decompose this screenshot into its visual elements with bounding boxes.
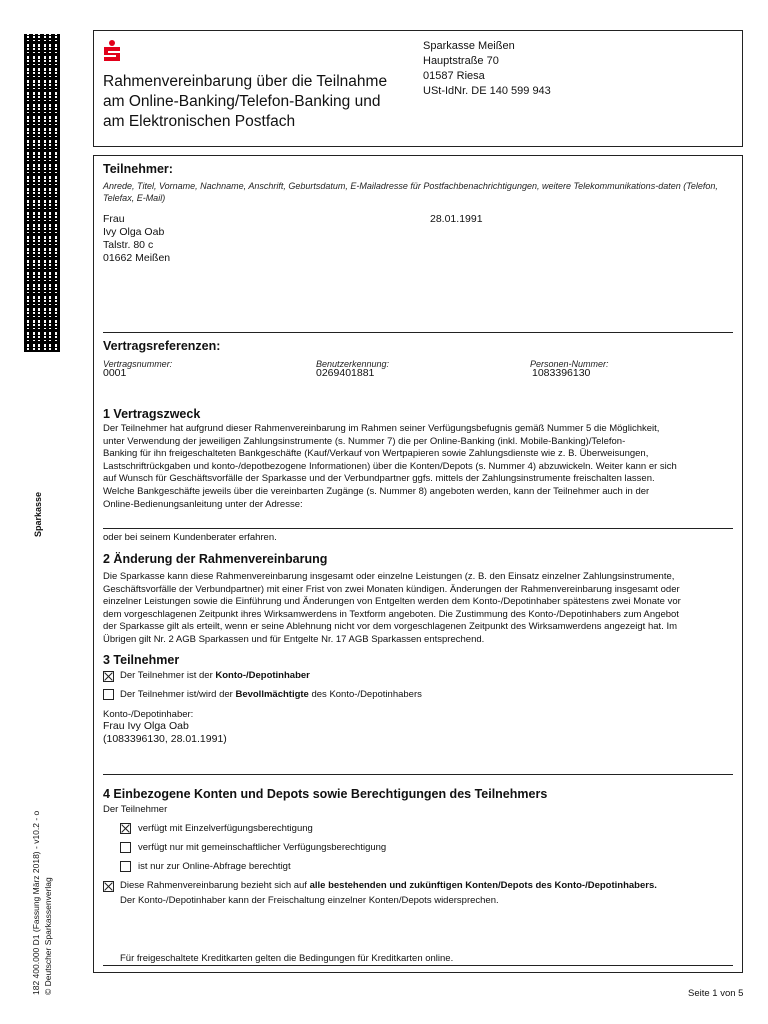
account-holder-checkbox[interactable]	[103, 671, 114, 682]
bank-city: 01587 Riesa	[423, 70, 485, 82]
individual-authority-option: verfügt mit Einzelverfügungsberechtigung	[138, 823, 313, 834]
person-number-value: 1083396130	[532, 367, 591, 379]
all-accounts-option: Diese Rahmenvereinbarung bezieht sich auf alle bestehenden und zukünftigen Konten/Depots des Konto-/Depotinhabers.	[120, 880, 657, 891]
holder-label: Konto-/Depotinhaber:	[103, 709, 194, 720]
participant-fields-hint: Anrede, Titel, Vorname, Nachname, Anschrift, Geburtsdatum, E-Mailadresse für Postfachbenachrichtigungen, weitere Telekommunikations-daten (Telefon, Telefax, E-Mail)	[103, 181, 718, 203]
participant-name: Ivy Olga Oab	[103, 226, 165, 238]
divider	[103, 965, 733, 966]
contract-number-label: Vertragsnummer:	[103, 359, 173, 369]
page-number: Seite 1 von 5	[688, 988, 744, 999]
section1-heading: 1 Vertragszweck	[103, 407, 201, 421]
bank-street: Hauptstraße 70	[423, 55, 499, 67]
person-number-label: Personen-Nummer:	[530, 359, 609, 369]
document-title: Rahmenvereinbarung über die Teilnahme am Online-Banking/Telefon-Banking und am Elektronischen Postfach	[103, 73, 388, 130]
credit-card-note: Für freigeschaltete Kreditkarten gelten die Bedingungen für Kreditkarten online.	[120, 953, 454, 964]
section2-heading: 2 Änderung der Rahmenvereinbarung	[103, 552, 328, 566]
query-only-option: ist nur zur Online-Abfrage berechtigt	[138, 861, 291, 872]
divider	[103, 774, 733, 775]
authorized-representative-option: Der Teilnehmer ist/wird der Bevollmächtigte des Konto-/Depotinhabers	[120, 689, 422, 700]
sparkasse-logo-icon	[103, 40, 121, 62]
participant-heading: Teilnehmer:	[103, 162, 173, 176]
user-id-value: 0269401881	[316, 367, 375, 379]
section3-heading: 3 Teilnehmer	[103, 653, 180, 667]
bank-name: Sparkasse Meißen	[423, 40, 515, 52]
joint-authority-option: verfügt nur mit gemeinschaftlicher Verfügungsberechtigung	[138, 842, 387, 853]
participant-city: 01662 Meißen	[103, 252, 171, 264]
individual-authority-checkbox[interactable]	[120, 823, 131, 834]
all-accounts-checkbox[interactable]	[103, 881, 114, 892]
participant-street: Talstr. 80 c	[103, 239, 154, 251]
query-only-checkbox[interactable]	[120, 861, 131, 872]
joint-authority-checkbox[interactable]	[120, 842, 131, 853]
section2-body: Die Sparkasse kann diese Rahmenvereinbarung insgesamt oder einzelne Leistungen (z. B. den Einsatz einzelner Zahlungsinstrumente, Geschäftsvorfälle der Verbundpartner) mit einer Frist von zwei Monaten kündigen. Änderungen der Rahmenvereinbarung insgesamt oder einzelner Leistungen sowie die Einführung und Änderungen von Entgelten werden dem Konto-/Depotinhaber spätestens zwei Monate vor dem vorgeschlagenen Zeitpunkt ihres Wirksamwerdens in Textform angeboten. Die Zustimmung des Konto-/Depotinhabers zum Angebot der Sparkasse gilt als erteilt, wenn er seine Ablehnung nicht vor dem vorgeschlagenen Zeitpunkt des Wirksamwerdens angezeigt hat. Im Übrigen gilt Nr. 2 AGB Sparkassen und für Entgelte Nr. 17 AGB Sparkassen entsprechend.	[103, 571, 681, 645]
side-form-code: 182 400.000 D1 (Fassung März 2018) - v10.2 - o	[31, 810, 41, 995]
contract-number-value: 0001	[103, 367, 127, 379]
side-brand: Sparkasse	[33, 491, 43, 537]
bank-vat: USt-IdNr. DE 140 599 943	[423, 85, 551, 97]
user-id-label: Benutzerkennung:	[316, 359, 390, 369]
holder-reference: (1083396130, 28.01.1991)	[103, 733, 227, 745]
account-holder-option: Der Teilnehmer ist der Konto-/Depotinhaber	[120, 670, 310, 681]
participant-salutation: Frau	[103, 213, 125, 225]
online-address-line	[103, 528, 733, 529]
bank-address	[423, 39, 551, 99]
section1-advisor-line: oder bei seinem Kundenberater erfahren.	[103, 532, 277, 543]
divider	[103, 332, 733, 333]
section1-body: Der Teilnehmer hat aufgrund dieser Rahmenvereinbarung im Rahmen seiner Verfügungsbefugnis gemäß Nummer 5 die Möglichkeit, unter Verwendung der jeweiligen Zahlungsinstrumente (s. Nummer 7) die per Online-Banking (inkl. Mobile-Banking)/Telefon- Banking für ihn freigeschalteten Bankgeschäfte (Kauf/Verkauf von Wertpapieren sowie Zahlungsdienste wie z. B. Überweisungen, Lastschriftrückgaben und konto-/depotbezogene Informationen) über die Konten/Depots (s. Nummer 4) abzuwickeln. Weiter kann er sich auf Wunsch für Geschäftsvorfälle der Sparkasse und der Verbundpartner ggfs. mittels der Zahlungsinstrumente freischalten lassen. Welche Bankgeschäfte jeweils über die vereinbarten Zugänge (s. Nummer 8) angeboten werden, kann der Teilnehmer auch in der Online-Bedienungsanleitung unter der Adresse:	[103, 423, 677, 510]
document-barcode	[24, 34, 60, 352]
section4-intro: Der Teilnehmer	[103, 804, 168, 815]
section4-heading: 4 Einbezogene Konten und Depots sowie Berechtigungen des Teilnehmers	[103, 787, 548, 801]
side-publisher: © Deutscher Sparkassenverlag	[43, 877, 53, 995]
participant-birthdate: 28.01.1991	[430, 213, 483, 225]
objection-note: Der Konto-/Depotinhaber kann der Freischaltung einzelner Konten/Depots widersprechen.	[120, 895, 499, 906]
holder-name: Frau Ivy Olga Oab	[103, 720, 189, 732]
authorized-representative-checkbox[interactable]	[103, 689, 114, 700]
references-heading: Vertragsreferenzen:	[103, 339, 221, 353]
participant-address	[103, 213, 170, 265]
